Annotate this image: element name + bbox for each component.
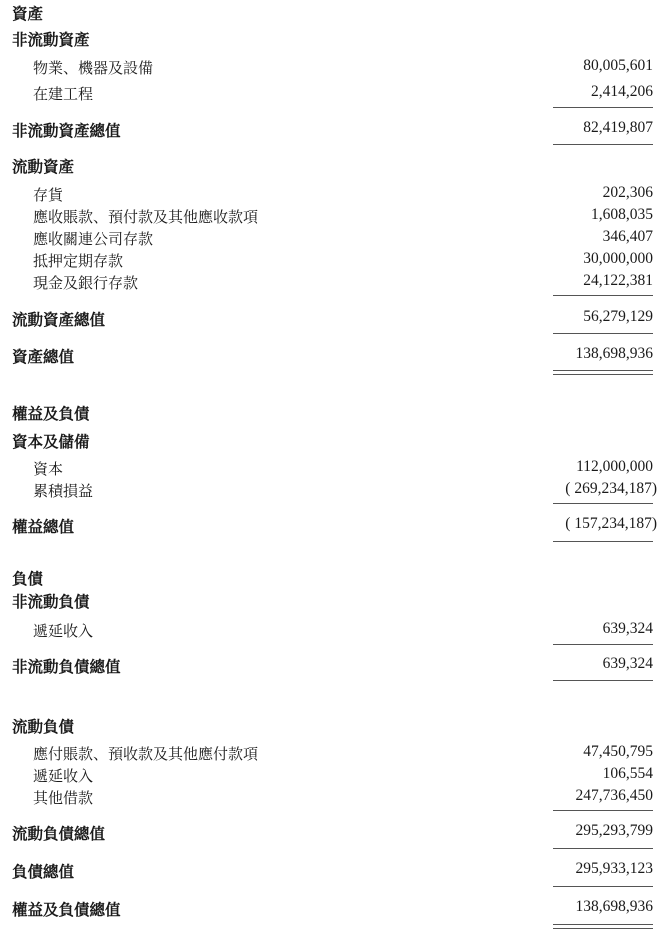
grand-total-label: 權益及負債總值 bbox=[12, 900, 121, 919]
subsection-title: 非流動資產 bbox=[12, 30, 90, 49]
line-item bbox=[0, 458, 659, 480]
subsection-title: 流動負債 bbox=[12, 717, 75, 736]
double-underline-top bbox=[553, 370, 653, 371]
line-item bbox=[0, 83, 659, 105]
subsection-title: 資本及儲備 bbox=[12, 432, 90, 451]
subtotal-label: 流動負債總值 bbox=[12, 824, 106, 843]
line-item-label: 物業、機器及設備 bbox=[33, 59, 154, 77]
underline bbox=[553, 886, 653, 887]
equity-total-value: ( 157,234,187) bbox=[565, 515, 657, 532]
line-item-value: 346,407 bbox=[602, 228, 653, 245]
line-item-value: 112,000,000 bbox=[576, 458, 653, 475]
underline bbox=[553, 503, 653, 504]
heading-assets bbox=[0, 2, 659, 24]
total-label: 資產總值 bbox=[12, 347, 75, 366]
line-item-label: 應收賬款、預付款及其他應收款項 bbox=[33, 208, 259, 226]
line-item-value: 80,005,601 bbox=[583, 57, 653, 74]
line-item-label: 遞延收入 bbox=[33, 767, 94, 785]
line-item bbox=[0, 206, 659, 228]
line-item-value: 24,122,381 bbox=[583, 272, 653, 289]
heading-equity-liabilities bbox=[0, 402, 659, 424]
underline bbox=[553, 848, 653, 849]
heading-non-current-assets bbox=[0, 28, 659, 50]
line-item-label: 應收關連公司存款 bbox=[33, 230, 154, 248]
subtotal-label: 非流動負債總值 bbox=[12, 657, 121, 676]
line-item-value: 247,736,450 bbox=[575, 787, 653, 804]
line-item bbox=[0, 272, 659, 294]
line-item bbox=[0, 787, 659, 809]
line-item-label: 累積損益 bbox=[33, 482, 94, 500]
line-item-label: 現金及銀行存款 bbox=[33, 274, 139, 292]
grand-total-value: 138,698,936 bbox=[575, 898, 653, 915]
line-item bbox=[0, 620, 659, 642]
subtotal-value: 639,324 bbox=[602, 655, 653, 672]
underline bbox=[553, 680, 653, 681]
heading-non-current-liabilities bbox=[0, 590, 659, 612]
subsection-title: 流動資產 bbox=[12, 157, 75, 176]
total-row bbox=[0, 345, 659, 367]
underline bbox=[553, 810, 653, 811]
double-underline-bottom bbox=[553, 928, 653, 929]
double-underline-top bbox=[553, 924, 653, 925]
section-title: 權益及負債 bbox=[12, 404, 90, 423]
subtotal-row bbox=[0, 655, 659, 677]
line-item bbox=[0, 57, 659, 79]
line-item-label: 應付賬款、預收款及其他應付款項 bbox=[33, 745, 259, 763]
total-value: 295,933,123 bbox=[575, 860, 653, 877]
liabilities-total-row bbox=[0, 860, 659, 882]
double-underline-bottom bbox=[553, 374, 653, 375]
equity-total-label: 權益總值 bbox=[12, 517, 75, 536]
line-item-label: 在建工程 bbox=[33, 85, 94, 103]
underline bbox=[553, 107, 653, 108]
line-item bbox=[0, 184, 659, 206]
line-item-value: 639,324 bbox=[602, 620, 653, 637]
heading-current-assets bbox=[0, 155, 659, 177]
subtotal-value: 295,293,799 bbox=[575, 822, 653, 839]
line-item-label: 抵押定期存款 bbox=[33, 252, 124, 270]
underline bbox=[553, 144, 653, 145]
line-item bbox=[0, 250, 659, 272]
equity-total-row bbox=[0, 515, 659, 537]
line-item-value: 106,554 bbox=[602, 765, 653, 782]
line-item-value: 47,450,795 bbox=[583, 743, 653, 760]
section-title: 負債 bbox=[12, 569, 44, 588]
grand-total-row bbox=[0, 898, 659, 920]
heading-liabilities bbox=[0, 567, 659, 589]
line-item bbox=[0, 743, 659, 765]
total-value: 138,698,936 bbox=[575, 345, 653, 362]
line-item-value: 1,608,035 bbox=[591, 206, 653, 223]
line-item bbox=[0, 765, 659, 787]
heading-current-liabilities bbox=[0, 715, 659, 737]
subtotal-value: 82,419,807 bbox=[583, 119, 653, 136]
subtotal-row bbox=[0, 308, 659, 330]
line-item-label: 存貨 bbox=[33, 186, 64, 204]
underline bbox=[553, 541, 653, 542]
line-item-label: 遞延收入 bbox=[33, 622, 94, 640]
line-item bbox=[0, 228, 659, 250]
underline bbox=[553, 333, 653, 334]
subtotal-row bbox=[0, 119, 659, 141]
underline bbox=[553, 295, 653, 296]
section-title: 資產 bbox=[12, 4, 44, 23]
line-item-value: 202,306 bbox=[602, 184, 653, 201]
heading-capital-reserves bbox=[0, 430, 659, 452]
subtotal-label: 非流動資產總值 bbox=[12, 121, 121, 140]
line-item-value: 2,414,206 bbox=[591, 83, 653, 100]
total-label: 負債總值 bbox=[12, 862, 75, 881]
line-item-value: 30,000,000 bbox=[583, 250, 653, 267]
subsection-title: 非流動負債 bbox=[12, 592, 90, 611]
line-item-label: 其他借款 bbox=[33, 789, 94, 807]
underline bbox=[553, 644, 653, 645]
line-item-label: 資本 bbox=[33, 460, 64, 478]
subtotal-value: 56,279,129 bbox=[583, 308, 653, 325]
subtotal-label: 流動資產總值 bbox=[12, 310, 106, 329]
line-item-value: ( 269,234,187) bbox=[565, 480, 657, 497]
subtotal-row bbox=[0, 822, 659, 844]
line-item bbox=[0, 480, 659, 502]
